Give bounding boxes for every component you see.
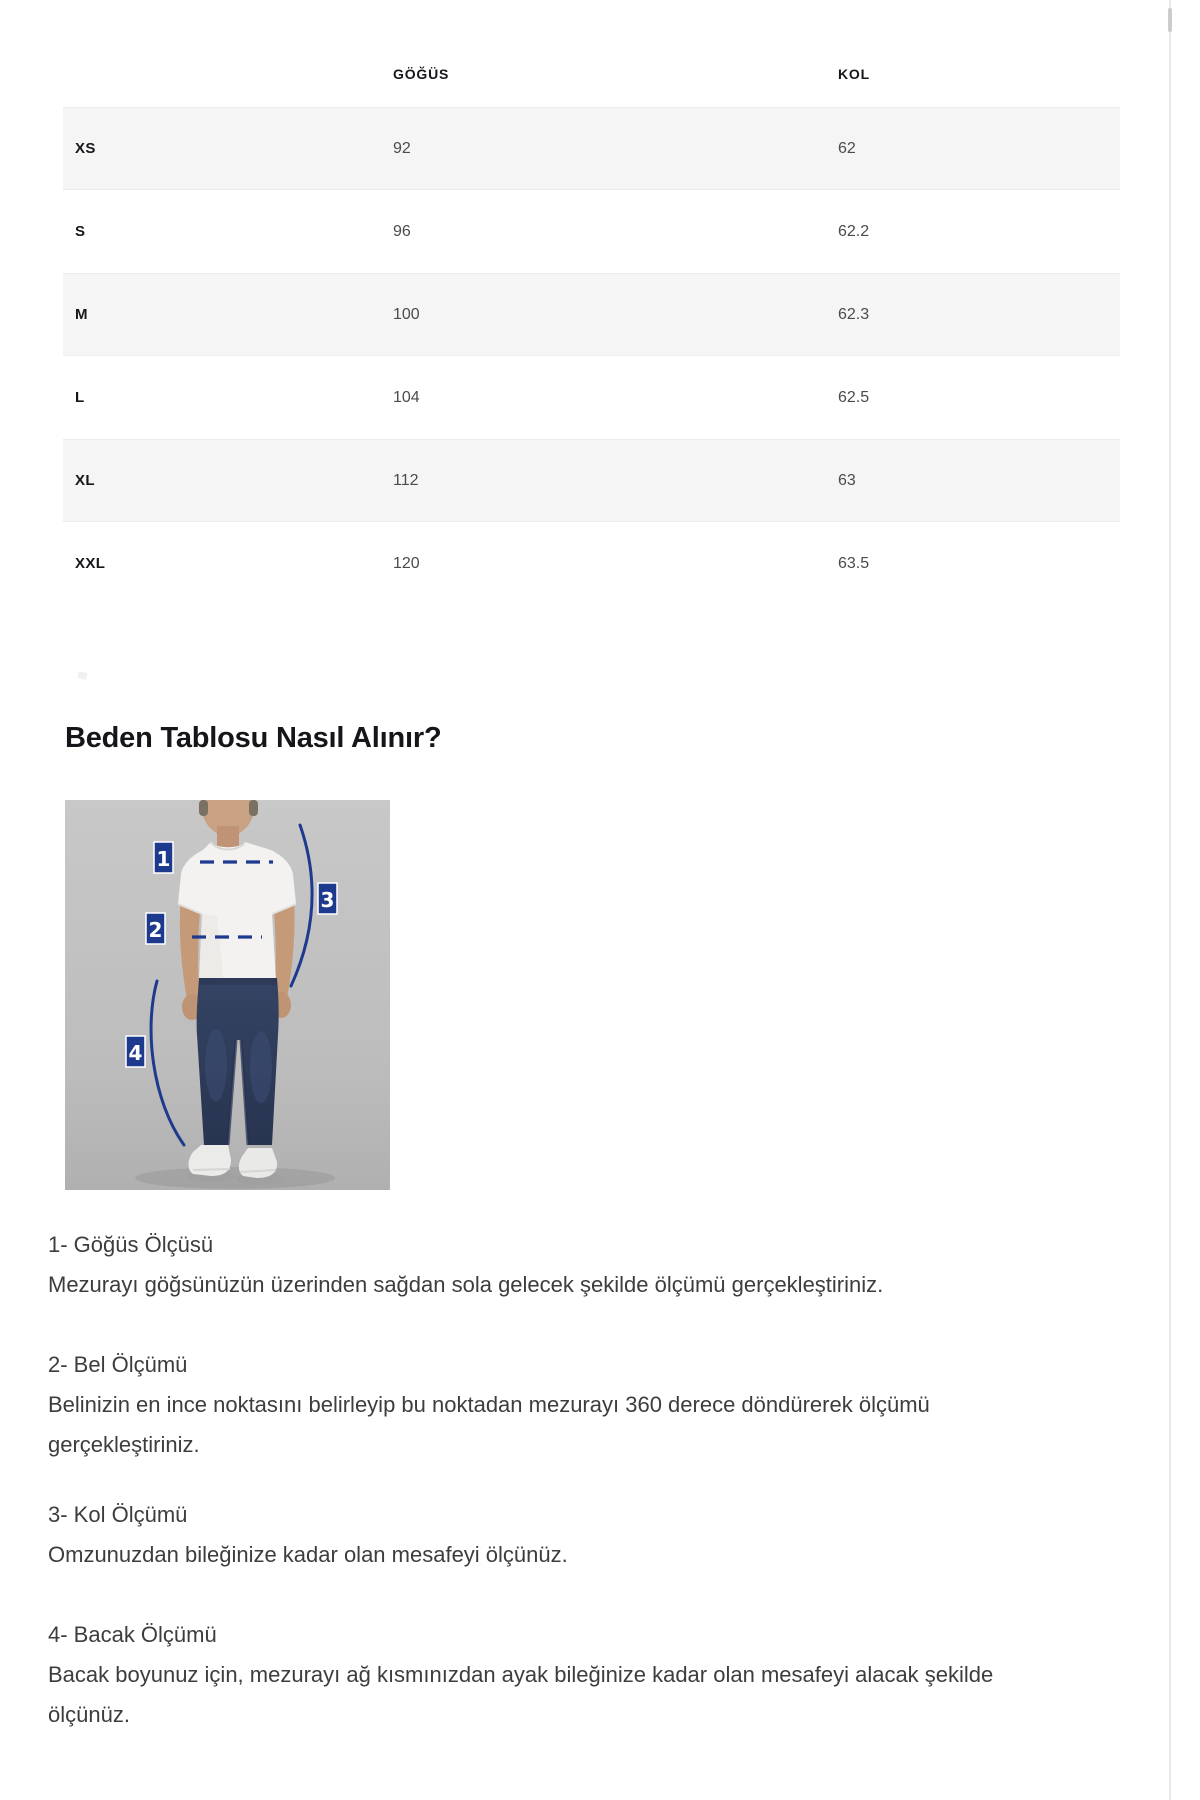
step-body: Omzunuzdan bileğinize kadar olan mesafeyi ölçünüz. [48,1542,568,1567]
arm-value: 62.3 [838,305,870,323]
step-title: 2- Bel Ölçümü [48,1352,188,1377]
table-row [63,522,1120,605]
chest-value: 120 [393,554,420,572]
header-chest-column: GÖĞÜS [393,65,450,82]
size-table [63,40,1120,605]
arm-value: 63.5 [838,554,870,572]
badge-3 [318,883,337,914]
badge-1 [154,842,173,873]
measurement-instructions [48,1225,1013,1775]
arm-value: 63 [838,471,856,489]
chest-value: 96 [393,222,411,240]
scrollbar-track[interactable] [1169,0,1171,1800]
svg-text:4: 4 [128,1041,143,1065]
arm-value: 62 [838,139,856,157]
table-row [63,107,1120,190]
image-artifact [77,671,87,680]
neck [217,826,239,850]
guide-heading: Beden Tablosu Nasıl Alınır? [65,722,442,754]
instruction-step [48,1225,1013,1305]
badge-4 [126,1036,145,1067]
size-table-header [63,40,1120,107]
step-title: 4- Bacak Ölçümü [48,1622,217,1647]
svg-text:3: 3 [320,888,335,912]
badge-2 [146,913,165,944]
measurement-figure-image [65,800,390,1190]
measurement-figure-svg [65,800,390,1190]
step-body: Belinizin en ince noktasını belirleyip bu noktadan mezurayı 360 derece döndürerek ölçümü gerçekleştiriniz. [48,1392,930,1457]
size-label: M [75,306,88,323]
arm-value: 62.5 [838,388,870,406]
scrollbar-thumb[interactable] [1168,8,1172,32]
chest-value: 92 [393,139,411,157]
size-label: L [75,389,85,406]
chest-value: 100 [393,305,420,323]
step-body: Bacak boyunuz için, mezurayı ağ kısmınızdan ayak bileğinize kadar olan mesafeyi alacak şekilde ölçünüz. [48,1662,994,1727]
size-label: S [75,223,86,240]
table-row [63,356,1120,439]
arm-value: 62.2 [838,222,870,240]
step-title: 3- Kol Ölçümü [48,1502,188,1527]
table-row [63,273,1120,356]
instruction-step [48,1615,1013,1735]
size-label: XS [75,140,96,157]
table-row [63,439,1120,522]
table-row [63,190,1120,273]
size-label: XL [75,472,95,489]
header-arm-column: KOL [838,65,870,82]
chest-value: 104 [393,388,420,406]
instruction-step [48,1345,1013,1465]
step-title: 1- Göğüs Ölçüsü [48,1232,214,1257]
instruction-step [48,1495,1013,1575]
svg-text:2: 2 [148,918,163,942]
chest-value: 112 [393,471,419,489]
svg-text:1: 1 [156,847,171,871]
step-body: Mezurayı göğsünüzün üzerinden sağdan sola gelecek şekilde ölçümü gerçekleştiriniz. [48,1272,884,1297]
size-label: XXL [75,555,106,572]
